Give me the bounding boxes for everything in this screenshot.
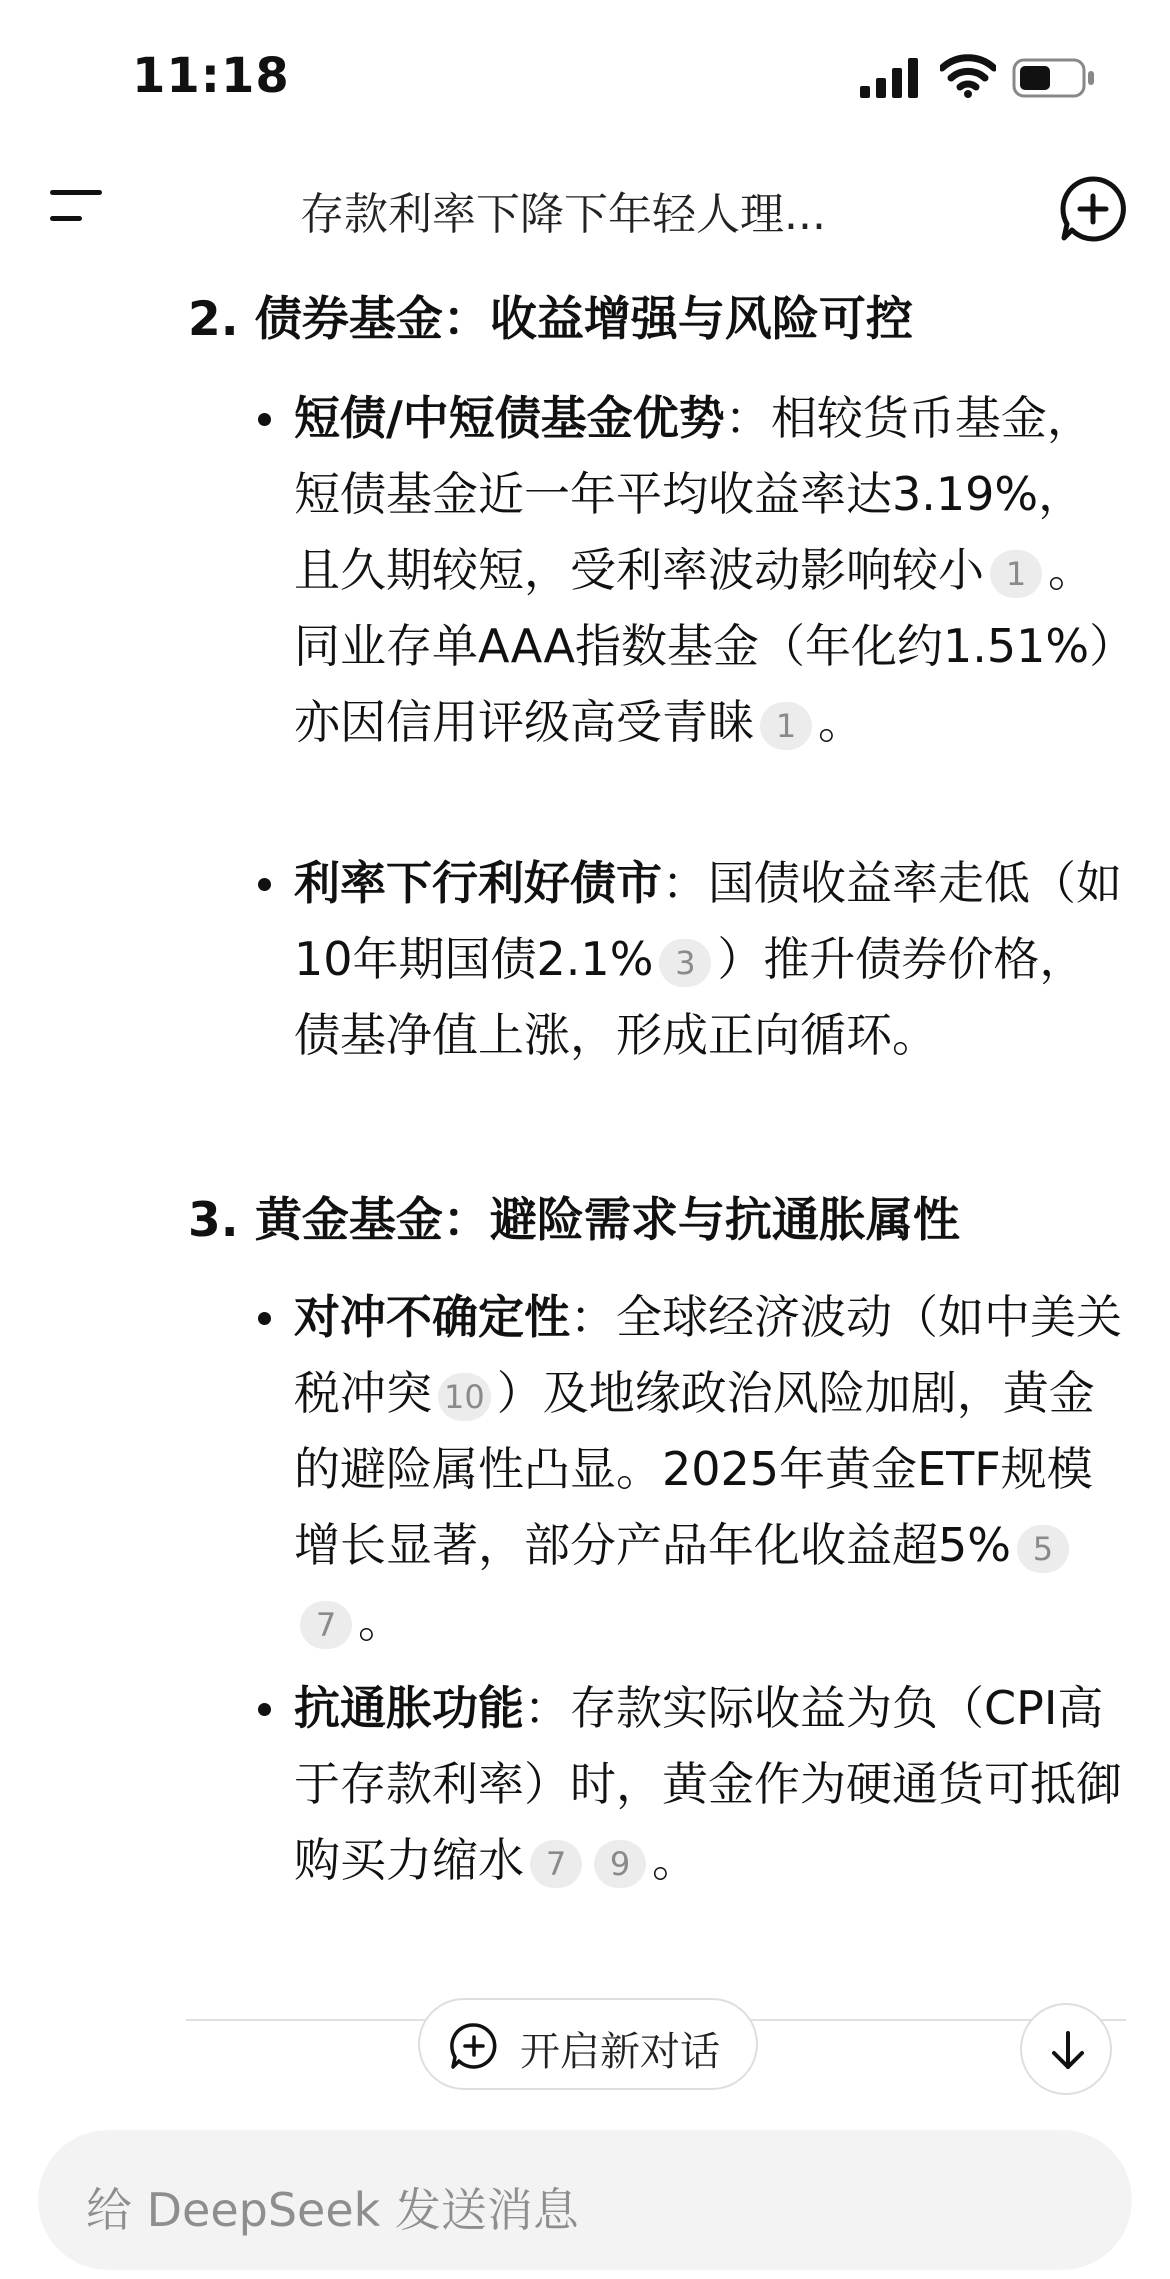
bullet-dot: [258, 878, 271, 891]
cellular-signal-icon: [860, 58, 920, 98]
section-heading: 2. 债券基金：收益增强与风险可控: [188, 292, 913, 347]
citation-badge[interactable]: 5: [1017, 1525, 1069, 1573]
message-input-placeholder: 给 DeepSeek 发送消息: [86, 2183, 579, 2237]
bullet-text: 。: [652, 1833, 698, 1887]
bullet-text: ）推升债券价格，债基净值上涨，形成正向循环。: [294, 932, 1086, 1062]
citation-badge[interactable]: 10: [438, 1373, 491, 1421]
conversation-title[interactable]: 存款利率下降下年轻人理...: [300, 189, 826, 240]
bullet-title: 利率下行利好债市: [294, 856, 662, 910]
citation-badge[interactable]: 7: [300, 1601, 352, 1649]
bullet-title: 抗通胀功能: [294, 1681, 524, 1735]
arrow-down-icon: [1044, 2027, 1092, 2075]
citation-badge[interactable]: 3: [659, 939, 711, 987]
list-item: 利率下行利好债市：国债收益率走低（如10年期国债2.1% 3 ）推升债券价格，债基净值上涨，形成正向循环。: [294, 856, 1122, 1062]
menu-icon[interactable]: [46, 186, 106, 226]
message-input[interactable]: [38, 2130, 1132, 2270]
bullet-text: ）及地缘政治风险加剧，黄金的避险属性凸显。2025年黄金ETF规模增长显著，部分产品年化收益超5%: [294, 1366, 1095, 1572]
section-heading: 3. 黄金基金：避险需求与抗通胀属性: [188, 1193, 960, 1248]
bullet-text: 相较货币基金，短债基金近一年平均收益率达3.19%，且久期较短，受利率波动影响较小: [294, 391, 1093, 597]
list-item: 对冲不确定性：全球经济波动（如中美关税冲突 10 ）及地缘政治风险加剧，黄金的避险属性凸显。2025年黄金ETF规模增长显著，部分产品年化收益超5% 57 。: [294, 1290, 1122, 1648]
bullet-title: 对冲不确定性: [294, 1290, 570, 1344]
scroll-down-button[interactable]: [1020, 2003, 1112, 2095]
new-chat-icon: [450, 2022, 498, 2070]
citation-badge[interactable]: 1: [760, 702, 812, 750]
bullet-dot: [258, 1312, 271, 1325]
bullet-text: 。: [358, 1594, 404, 1648]
bullet-text: 全球经济波动（如中美关税冲突: [294, 1290, 1122, 1420]
citation-badge[interactable]: 9: [594, 1840, 646, 1888]
bullet-text: 。同业存单AAA指数基金（年化约1.51%）亦因信用评级高受青睐: [294, 543, 1113, 749]
bullet-text: 。: [818, 695, 864, 749]
citation-badge[interactable]: 1: [990, 550, 1042, 598]
bullet-text: 国债收益率走低（如10年期国债2.1%: [294, 856, 1122, 986]
bullet-dot: [258, 413, 271, 426]
start-new-chat-label: 开启新对话: [520, 2029, 720, 2075]
list-item: 抗通胀功能：存款实际收益为负（CPI高于存款利率）时，黄金作为硬通货可抵御购买力缩水 7 9 。: [294, 1681, 1122, 1887]
status-time: 11:18: [132, 48, 290, 104]
list-item: 短债/中短债基金优势：相较货币基金，短债基金近一年平均收益率达3.19%，且久期较短，受利率波动影响较小 1 。同业存单AAA指数基金（年化约1.51%）亦因信用评级高受青睐 1 。: [294, 391, 1113, 749]
battery-icon: [1012, 58, 1096, 98]
bullet-dot: [258, 1703, 271, 1716]
citation-badge[interactable]: 7: [530, 1840, 582, 1888]
start-new-chat-button[interactable]: [418, 1998, 758, 2090]
new-chat-icon[interactable]: [1058, 174, 1128, 244]
bullet-title: 短债/中短债基金优势: [294, 391, 725, 445]
wifi-icon: [940, 52, 996, 98]
bullet-text: 存款实际收益为负（CPI高于存款利率）时，黄金作为硬通货可抵御购买力缩水: [294, 1681, 1122, 1887]
